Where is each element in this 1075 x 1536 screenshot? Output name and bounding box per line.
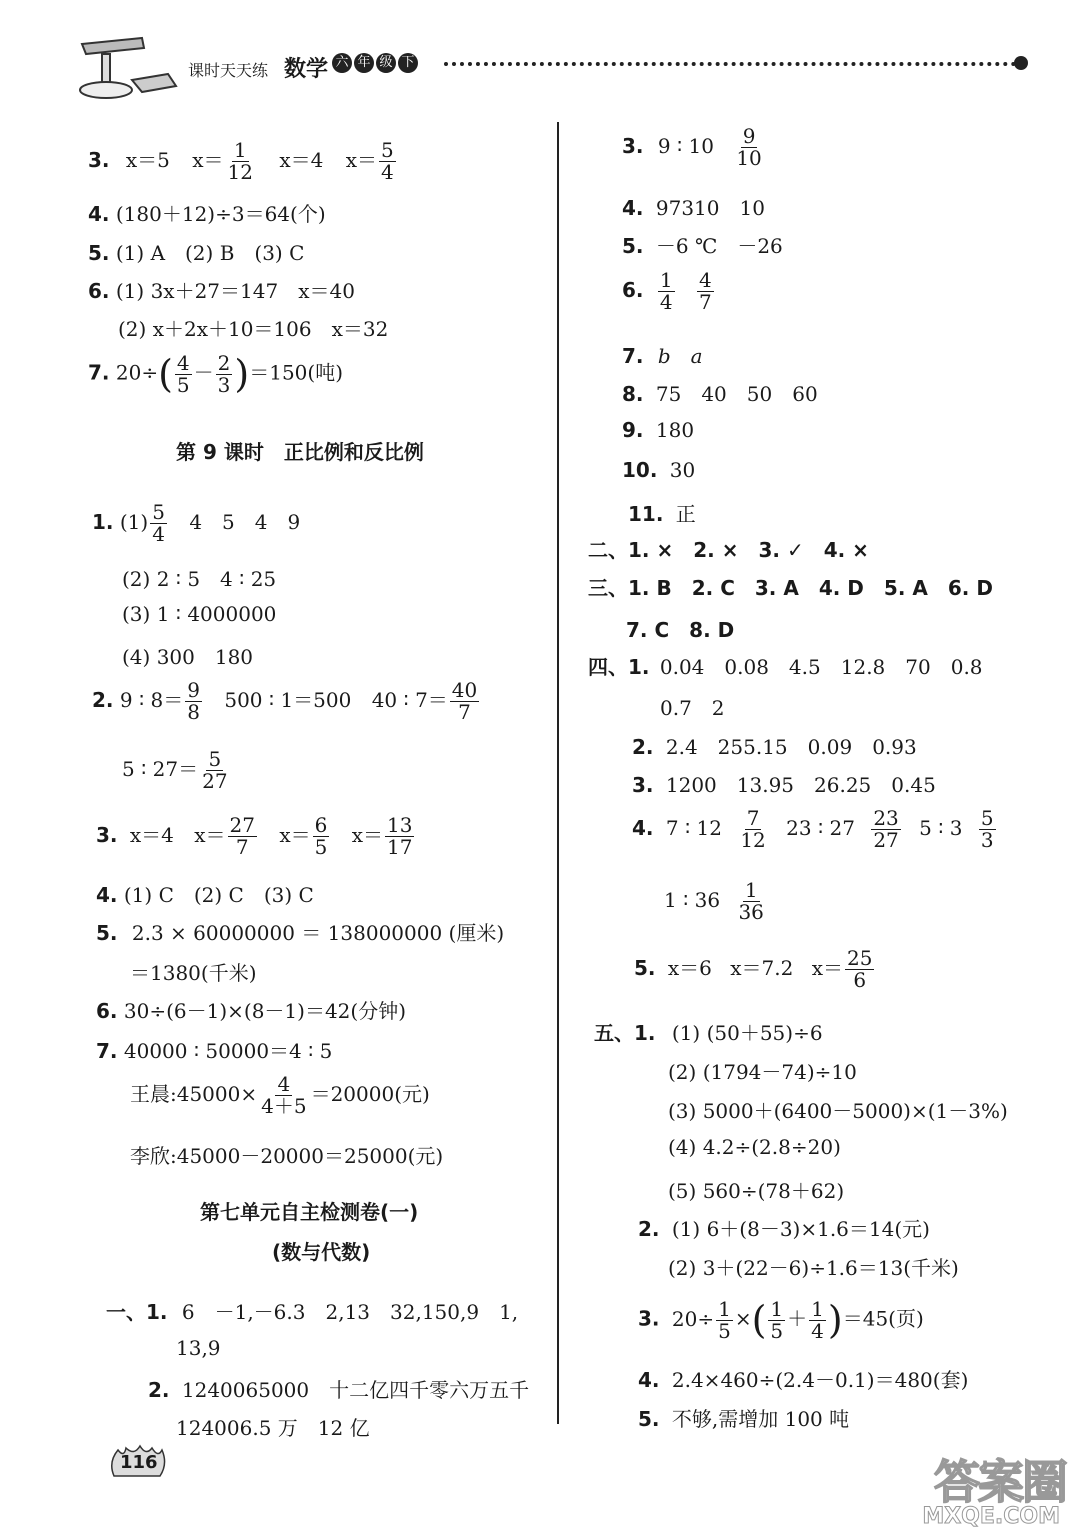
right-answer-9	[622, 418, 694, 442]
header-end-dot	[1014, 56, 1028, 70]
q-num: 4.	[622, 196, 644, 220]
section-4-answer-4	[632, 808, 998, 851]
answer-value: (1) 3x＋27＝147 x＝40	[115, 279, 355, 303]
lesson9-answer-5	[96, 917, 504, 946]
section-5-answer-2	[638, 1213, 930, 1242]
fraction	[259, 1074, 308, 1117]
q-num: 1.	[92, 510, 114, 534]
right-answer-11	[628, 498, 696, 527]
q-num: 2.	[638, 1217, 660, 1241]
unit7-answer-2-line-2: 124006.5 万 12 亿	[176, 1416, 370, 1440]
q-num: 9.	[622, 418, 644, 442]
answer-value: 40000 ∶ 50000＝4 ∶ 5	[123, 1039, 333, 1063]
page-number: 116	[120, 1452, 158, 1473]
q-num: 6.	[96, 999, 118, 1023]
right-answer-8	[622, 378, 818, 407]
numerator: 1	[659, 268, 673, 292]
subject-title: 数学	[284, 57, 329, 82]
q-num: 4.	[632, 816, 654, 840]
numerator: 6	[314, 813, 328, 837]
operator: －	[193, 360, 214, 385]
answer-value: 1 ∶ 36	[664, 888, 721, 912]
denominator: 8	[187, 700, 200, 724]
answer-value: 1240065000 十二亿四千零六万五千	[181, 1378, 530, 1402]
answer-value: x＝4	[129, 823, 174, 847]
header-dotted-rule	[444, 62, 1016, 66]
numerator: 1	[811, 1296, 824, 1321]
denominator: 5	[770, 1318, 784, 1343]
answer-value: 180	[655, 418, 695, 442]
fraction	[979, 808, 996, 851]
denominator: 5	[314, 835, 328, 859]
answer-value: (1) C (2) C (3) C	[123, 883, 314, 907]
denominator: 4	[659, 290, 673, 314]
answer-value: 2.4 255.15 0.09 0.93	[665, 735, 917, 759]
operator: ＋	[787, 1306, 808, 1331]
paren: (	[158, 352, 173, 396]
section-subtitle-unit-7: (数与代数)	[272, 1240, 371, 1264]
q-num: 3.	[638, 1306, 660, 1331]
answer-value: x＝6	[667, 956, 712, 980]
answer-value: x＝	[345, 148, 377, 172]
answer-value: (180＋12)÷3＝64(个)	[115, 202, 326, 226]
fraction	[716, 1296, 733, 1343]
lesson9-answer-7-li: 李欣:45000－20000＝25000(元)	[130, 1144, 444, 1168]
lesson9-answer-3	[96, 815, 416, 858]
answer-value: 75 40 50 60	[655, 382, 818, 406]
paren: (	[751, 1298, 767, 1342]
answer-value: 30÷(6－1)×(8－1)＝42(分钟)	[123, 999, 407, 1023]
section-5-answer-5	[638, 1403, 849, 1432]
denominator: 12	[740, 828, 766, 852]
q-num: 4.	[88, 202, 110, 226]
q-num: 5.	[88, 241, 110, 265]
fraction	[226, 140, 255, 183]
q-num: 10.	[622, 458, 658, 482]
answer-6-line-2: (2) x＋2x＋10＝106 x＝32	[118, 317, 389, 341]
answer-value: 1. B 2. C 3. A 4. D 5. A 6. D	[628, 576, 993, 600]
denominator: 5	[176, 372, 190, 397]
right-answer-3	[622, 126, 766, 169]
denominator: 6	[853, 968, 867, 992]
q-num: 3.	[96, 823, 118, 847]
q-num: 6.	[88, 279, 110, 303]
unit7-answer-1	[106, 1296, 518, 1325]
answer-value: 王晨:45000×	[130, 1082, 258, 1106]
denominator: 3	[217, 372, 231, 397]
section-5-answer-1	[594, 1017, 823, 1046]
q-num: 5.	[622, 234, 644, 258]
section-5-answer-1-4: (4) 4.2÷(2.8÷20)	[668, 1135, 841, 1159]
numerator: 1	[233, 138, 247, 162]
section-5-answer-4	[638, 1364, 968, 1393]
answer-value: 正	[675, 502, 696, 526]
numerator: 1	[770, 1296, 784, 1321]
answer-value: 5 ∶ 27＝	[122, 757, 199, 781]
lesson9-answer-4	[96, 879, 314, 908]
unit7-answer-2	[148, 1374, 529, 1403]
denominator: 3	[980, 828, 994, 852]
answer-7	[88, 352, 343, 396]
column-divider	[557, 122, 559, 1424]
fraction	[658, 270, 675, 313]
section-3-line-2: 7. C 8. D	[626, 618, 735, 642]
numerator: 1	[744, 878, 758, 902]
answer-value: x＝5	[125, 148, 170, 172]
lesson9-answer-1-2: (2) 2 ∶ 5 4 ∶ 25	[122, 567, 277, 591]
q-num: 1.	[628, 655, 650, 679]
answer-value: 5 ∶ 3	[919, 816, 963, 840]
fraction	[736, 880, 765, 923]
fraction	[871, 808, 900, 851]
numerator: 5	[152, 500, 165, 524]
denominator: 4	[152, 522, 165, 546]
numerator: 13	[387, 813, 413, 837]
answer-value: x＝7.2	[730, 956, 794, 980]
section-label: 二、	[588, 538, 628, 562]
section-5-answer-1-3: (3) 5000＋(6400－5000)×(1－3%)	[668, 1099, 1008, 1123]
section-4-answer-5	[634, 948, 876, 991]
right-answer-6	[622, 270, 716, 313]
answer-value: x＝	[192, 148, 224, 172]
q-num: 2.	[92, 688, 114, 712]
numerator: 4	[698, 268, 712, 292]
denominator: 7	[458, 700, 471, 724]
q-num: 5.	[634, 956, 656, 980]
q-num: 11.	[628, 502, 664, 526]
q-num: 7.	[622, 344, 644, 368]
section-5-answer-1-2: (2) (1794－74)÷10	[668, 1060, 857, 1084]
lesson9-answer-7-wang	[130, 1074, 430, 1117]
denominator: 12	[227, 160, 253, 184]
q-num: 1.	[634, 1021, 656, 1045]
fraction	[845, 948, 874, 991]
right-answer-10	[622, 458, 695, 482]
answer-value: 500 ∶ 1＝500	[224, 688, 352, 712]
section-5-answer-2-line-2: (2) 3＋(22－6)÷1.6＝13(千米)	[668, 1256, 959, 1280]
answer-value: ＝45(页)	[842, 1306, 924, 1331]
section-label: 三、	[588, 576, 628, 600]
watermark-logo-text: 答案圈	[934, 1455, 1066, 1509]
answer-value: x＝4	[279, 148, 324, 172]
denominator: 7	[235, 835, 249, 859]
denominator: 4＋5	[261, 1094, 307, 1118]
answer-3	[88, 140, 398, 183]
lesson9-answer-2	[92, 680, 481, 723]
answer-value: 7 ∶ 12	[665, 816, 722, 840]
paren: )	[827, 1298, 843, 1342]
lesson9-answer-2-cont	[122, 749, 232, 792]
section-title-unit-7: 第七单元自主检测卷(一)	[200, 1200, 419, 1224]
fraction	[200, 749, 229, 792]
answer-value: 不够,需增加 100 吨	[671, 1407, 850, 1431]
section-5-answer-3	[638, 1298, 924, 1342]
q-num: 4.	[638, 1368, 660, 1392]
answer-4	[88, 198, 326, 227]
answer-value: －6 ℃ －26	[655, 234, 783, 258]
answer-value: 2.3 × 60000000 ＝ 138000000 (厘米)	[131, 921, 505, 945]
numerator: 7	[746, 806, 760, 830]
denominator: 4	[381, 160, 394, 184]
desk-lamp-icon	[72, 30, 182, 102]
answer-value: 4 5 4 9	[189, 510, 301, 534]
lesson9-answer-6	[96, 995, 406, 1024]
series-title: 课时天天练	[188, 61, 269, 80]
fraction	[738, 808, 767, 851]
watermark-url: MXQE.COM	[922, 1504, 1060, 1529]
answer-value: 97310 10	[655, 196, 765, 220]
part-label: (1)	[119, 510, 149, 534]
unit7-answer-1-line-2: 13,9	[176, 1336, 221, 1360]
fraction	[216, 350, 233, 397]
q-num: 5.	[638, 1407, 660, 1431]
denominator: 17	[387, 835, 413, 859]
denominator: 36	[738, 900, 764, 924]
fraction	[450, 680, 479, 723]
lesson9-answer-1	[92, 502, 300, 545]
q-num: 2.	[632, 735, 654, 759]
answer-value: 20÷	[115, 360, 159, 385]
fraction	[809, 1296, 826, 1343]
q-num: 3.	[632, 773, 654, 797]
answer-value: (1) 6＋(8－3)×1.6＝14(元)	[671, 1217, 930, 1241]
fraction	[697, 270, 714, 313]
section-2	[588, 534, 869, 563]
answer-value: x＝	[351, 823, 383, 847]
denominator: 7	[698, 290, 712, 314]
q-num: 2.	[148, 1378, 170, 1402]
section-4-answer-4-cont	[664, 880, 768, 923]
section-label: 五、	[594, 1021, 634, 1045]
grade-badge: 年	[354, 53, 374, 73]
numerator: 1	[718, 1296, 731, 1321]
fraction	[385, 815, 414, 858]
answer-value: 1200 13.95 26.25 0.45	[665, 773, 936, 797]
answer-value: x＝	[811, 956, 843, 980]
q-num: 8.	[622, 382, 644, 406]
section-3	[588, 572, 993, 601]
section-label: 四、	[588, 655, 628, 679]
section-4-answer-2	[632, 731, 917, 760]
numerator: 5	[381, 138, 394, 162]
answer-value: 1. × 2. × 3. ✓ 4. ×	[628, 538, 869, 562]
answer-value: ＝20000(元)	[310, 1082, 430, 1106]
numerator: 5	[208, 747, 222, 771]
fraction	[175, 350, 192, 397]
lesson9-answer-1-3: (3) 1 ∶ 4000000	[122, 602, 277, 626]
numerator: 2	[217, 350, 231, 375]
numerator: 4	[277, 1072, 291, 1096]
right-answer-7	[622, 340, 703, 369]
lesson9-answer-7	[96, 1035, 332, 1064]
grade-badge: 下	[398, 53, 418, 73]
q-num: 一、1.	[106, 1300, 168, 1324]
q-num: 7.	[96, 1039, 118, 1063]
answer-value: x＝	[279, 823, 311, 847]
section-title-lesson-9: 第 9 课时 正比例和反比例	[176, 440, 424, 464]
section-4-answer-1	[588, 651, 983, 680]
q-num: 4.	[96, 883, 118, 907]
section-4-answer-1-line-2: 0.7 2	[660, 696, 725, 720]
answer-value: (1) (50＋55)÷6	[671, 1021, 823, 1045]
denominator: 10	[736, 146, 762, 170]
right-answer-5	[622, 230, 783, 259]
operator: ×	[734, 1306, 752, 1331]
q-num: 3.	[88, 148, 110, 172]
denominator: 5	[718, 1318, 731, 1343]
lesson9-answer-5-line-2: ＝1380(千米)	[130, 961, 257, 985]
numerator: 5	[980, 806, 994, 830]
numerator: 27	[229, 813, 255, 837]
lesson9-answer-1-4: (4) 300 180	[122, 645, 254, 669]
answer-value: 6 －1,－6.3 2,13 32,150,9 1,	[181, 1300, 519, 1324]
q-num: 5.	[96, 921, 118, 945]
answer-6	[88, 275, 355, 304]
answer-value: 30	[669, 458, 696, 482]
fraction	[150, 502, 167, 545]
numerator: 23	[873, 806, 899, 830]
right-answer-4	[622, 192, 765, 221]
denominator: 4	[811, 1318, 824, 1343]
fraction	[768, 1296, 785, 1343]
section-5-answer-1-5: (5) 560÷(78＋62)	[668, 1179, 845, 1203]
answer-value: 23 ∶ 27	[786, 816, 855, 840]
numerator: 4	[176, 350, 190, 375]
grade-badge: 级	[376, 53, 396, 73]
fraction	[379, 140, 396, 183]
answer-value: 9 ∶ 10	[657, 134, 714, 158]
watermark	[886, 1446, 1066, 1532]
answer-value: 9 ∶ 8＝	[119, 688, 184, 712]
answer-value: 0.04 0.08 4.5 12.8 70 0.8	[659, 655, 983, 679]
page-number-badge	[106, 1442, 168, 1482]
numerator: 9	[187, 678, 200, 702]
denominator: 27	[202, 769, 228, 793]
answer-value: (1) A (2) B (3) C	[115, 241, 305, 265]
fraction	[185, 680, 202, 723]
grade-badges	[332, 53, 418, 73]
paren: )	[234, 352, 250, 396]
fraction	[228, 815, 257, 858]
numerator: 40	[451, 678, 478, 702]
answer-value: x＝	[194, 823, 226, 847]
answer-value: 40 ∶ 7＝	[371, 688, 448, 712]
answer-value: b a	[657, 344, 703, 368]
answer-value: 2.4×460÷(2.4－0.1)＝480(套)	[671, 1368, 969, 1392]
numerator: 9	[742, 124, 756, 148]
denominator: 27	[873, 828, 899, 852]
answer-value: ＝150(吨)	[249, 360, 343, 385]
answer-5	[88, 237, 304, 266]
q-num: 3.	[622, 134, 644, 158]
q-num: 7.	[88, 360, 110, 385]
section-4-answer-3	[632, 769, 936, 798]
numerator: 25	[846, 946, 873, 970]
fraction	[734, 126, 763, 169]
grade-badge: 六	[332, 53, 352, 73]
q-num: 6.	[622, 278, 644, 302]
answer-value: 20÷	[671, 1306, 715, 1331]
fraction	[313, 815, 330, 858]
